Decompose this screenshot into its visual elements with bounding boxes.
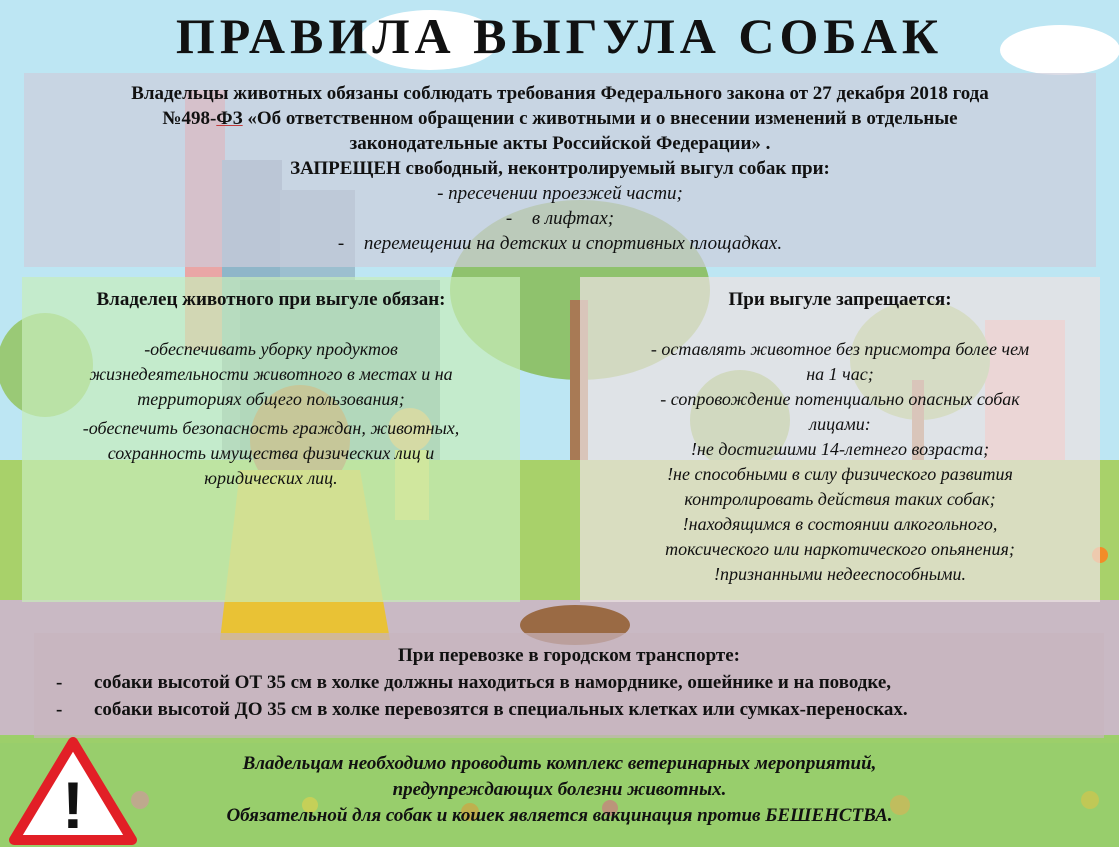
ban-heading: ЗАПРЕЩЕН свободный, неконтролируемый выгул собак при:	[290, 158, 830, 179]
walk-ban-line: - сопровождение потенциально опасных собак	[660, 389, 1020, 409]
walk-ban-line: лицами:	[809, 414, 871, 434]
vet-line: предупреждающих болезни животных.	[392, 779, 727, 800]
transport-item	[34, 669, 1104, 696]
transport-dash: -	[56, 699, 63, 720]
walk-ban-line: токсического или наркотического опьянения;	[665, 539, 1015, 559]
walk-ban-line: контролировать действия таких собак;	[684, 489, 996, 509]
owner-duties-heading: Владелец животного при выгуле обязан:	[96, 289, 446, 310]
walk-ban-line: !не достигшими 14-летнего возраста;	[690, 439, 990, 459]
vet-line: Обязательной для собак и кошек является вакцинация против БЕШЕНСТВА.	[226, 805, 893, 826]
law-number: №498-	[162, 108, 217, 129]
owner-duties-panel	[22, 277, 520, 602]
ban-text: перемещении на детских и спортивных площадках.	[363, 233, 783, 254]
law-line: законодательные акты Российской Федерации» .	[349, 133, 771, 154]
ban-dash: -	[437, 183, 449, 204]
walk-ban-line: !находящимся в состоянии алкогольного,	[682, 514, 998, 534]
duty-line: -обеспечивать уборку продуктов	[144, 339, 398, 359]
ban-text: в лифтах;	[531, 208, 615, 229]
duty-line: жизнедеятельности животного в местах и на	[89, 364, 453, 384]
duty-line: -обеспечить безопасность граждан, животных,	[82, 418, 460, 438]
vet-notice-panel	[0, 743, 1119, 847]
ban-dash: -	[337, 233, 345, 254]
transport-heading: При перевозке в городском транспорте:	[398, 645, 740, 666]
duty-line: сохранность имущества физических лиц и	[107, 443, 435, 463]
walk-ban-line: - оставлять животное без присмотра более чем	[650, 339, 1030, 359]
law-fz: ФЗ	[216, 108, 243, 129]
law-line: Владельцы животных обязаны соблюдать требования Федерального закона от 27 декабря 2018 года	[131, 83, 989, 104]
ban-item	[24, 206, 1096, 231]
page-title: ПРАВИЛА ВЫГУЛА СОБАК	[175, 8, 944, 64]
transport-dash: -	[56, 672, 63, 693]
walk-ban-line: !не способными в силу физического развития	[667, 464, 1013, 484]
walk-ban-line: на 1 час;	[806, 364, 874, 384]
walk-ban-line: !признанными недееспособными.	[714, 564, 966, 584]
ban-text: пресечении проезжей части;	[448, 183, 683, 204]
transport-panel	[34, 633, 1104, 738]
transport-text: собаки высотой ДО 35 см в холке перевозятся в специальных клетках или сумках-переносках.	[94, 699, 908, 720]
law-title: «Об ответственном обращении с животными и о внесении изменений в отдельные	[242, 108, 958, 129]
warning-exclamation: !	[62, 768, 84, 842]
walk-bans-heading: При выгуле запрещается:	[728, 289, 952, 310]
transport-text: собаки высотой ОТ 35 см в холке должны находиться в наморднике, ошейнике и на поводке,	[94, 672, 892, 693]
warning-icon	[8, 736, 138, 846]
duty-line: территориях общего пользования;	[137, 389, 405, 409]
ban-item	[24, 231, 1096, 256]
duty-line: юридических лиц.	[204, 468, 338, 488]
ban-item	[24, 181, 1096, 206]
law-block	[24, 73, 1096, 267]
walk-bans-panel	[580, 277, 1100, 602]
transport-item	[34, 696, 1104, 723]
ban-dash: -	[505, 208, 513, 229]
law-line	[24, 106, 1096, 131]
vet-line: Владельцам необходимо проводить комплекс ветеринарных мероприятий,	[242, 753, 877, 774]
